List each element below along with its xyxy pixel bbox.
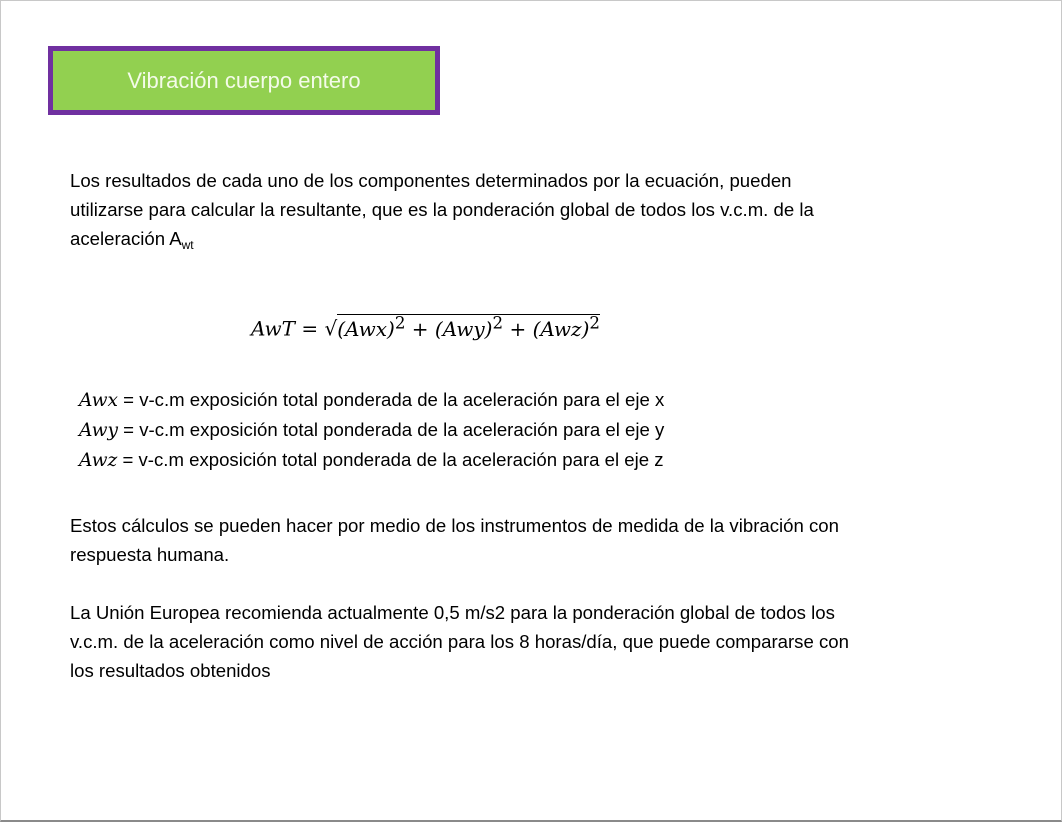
term: (Awz) (532, 316, 590, 341)
symbol: Awz (79, 450, 118, 471)
definition (79, 385, 664, 415)
instruments-paragraph (70, 511, 839, 569)
text-line: utilizarse para calcular la resultante, que es la ponderación global de todos los v.c.m. de la (70, 199, 814, 220)
exponent: 2 (492, 313, 504, 332)
slide-title: Vibración cuerpo entero (127, 67, 361, 93)
equals-sign: = (301, 316, 319, 341)
text-line (70, 224, 814, 260)
sqrt-sign: √ (324, 316, 338, 341)
exponent: 2 (394, 313, 406, 332)
definition-text: = v-c.m exposición total ponderada de la aceleración para el eje z (117, 449, 664, 470)
slide-title-box (48, 46, 440, 115)
eu-paragraph (70, 598, 849, 685)
text-line: respuesta humana. (70, 544, 230, 565)
text: aceleración A (70, 228, 182, 249)
subscript: wt (181, 238, 194, 252)
text-line: los resultados obtenidos (70, 660, 271, 681)
text-line: La Unión Europea recomienda actualmente 0,5 m/s2 para la ponderación global de todos los (70, 602, 835, 623)
definition-text: = v-c.m exposición total ponderada de la aceleración para el eje x (118, 389, 665, 410)
term: (Awx) (337, 316, 395, 341)
text-line: Los resultados de cada uno de los componentes determinados por la ecuación, pueden (70, 170, 792, 191)
definition-text: = v-c.m exposición total ponderada de la aceleración para el eje y (118, 419, 665, 440)
definition (79, 445, 664, 475)
plus: + (411, 316, 429, 341)
exponent: 2 (589, 313, 600, 332)
sqrt-body (337, 314, 600, 341)
plus: + (509, 316, 527, 341)
definition (79, 415, 664, 445)
formula-lhs: AwT (251, 316, 296, 341)
symbol: Awy (79, 420, 119, 441)
text-line: v.c.m. de la aceleración como nivel de acción para los 8 horas/día, que puede compararse con (70, 631, 849, 652)
formula (251, 313, 600, 341)
text-line: Estos cálculos se pueden hacer por medio de los instrumentos de medida de la vibración con (70, 515, 839, 536)
intro-paragraph (70, 166, 814, 260)
definitions (79, 385, 664, 475)
symbol: Awx (79, 390, 118, 411)
term: (Awy) (434, 316, 493, 341)
